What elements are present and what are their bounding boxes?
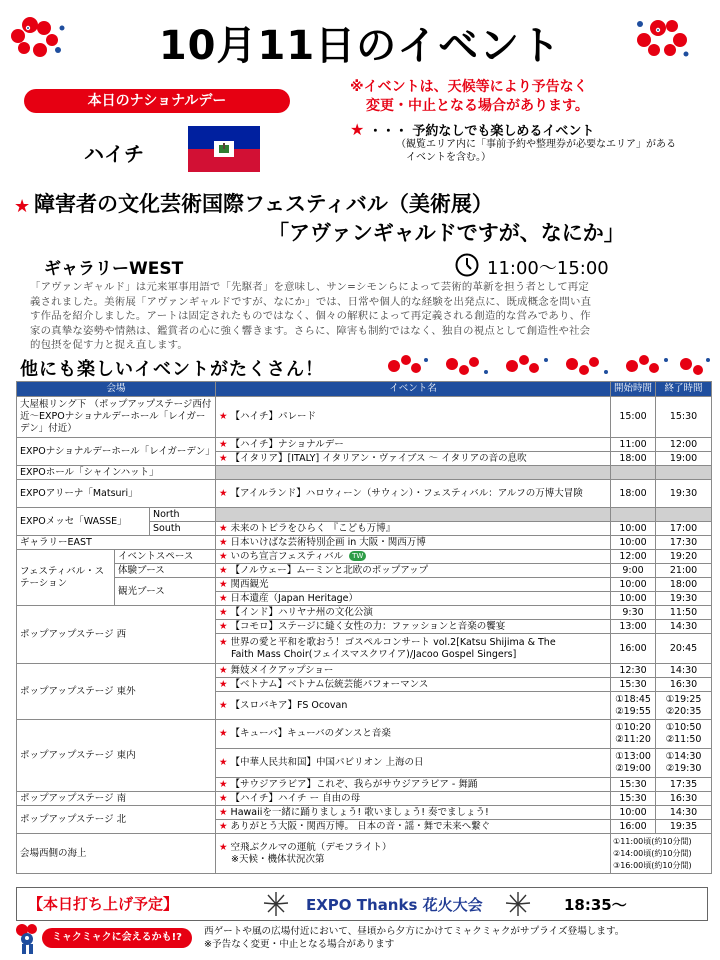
header-start: 開始時間 — [611, 382, 656, 397]
start-cell: 10:00 — [611, 536, 656, 550]
national-day-country: ハイチ — [84, 142, 144, 166]
venue-cell: 大屋根リング下 （ポップアップステージ西付近〜EXPOナショナルデーホール「レイガーデン」付近） — [17, 397, 216, 438]
clock-icon — [455, 253, 479, 277]
star-icon: ★ — [219, 792, 228, 804]
star-icon: ★ — [219, 578, 228, 590]
star-icon: ★ — [219, 550, 228, 562]
table-row — [17, 397, 712, 438]
start-cell: 11:00 — [611, 438, 656, 452]
time-cell: ①11:00頃(約10分間) ②14:00頃(約10分間) ③16:00頃(約10分間) — [611, 834, 712, 874]
end-cell: 19:30 — [656, 480, 712, 508]
end-cell: 14:30 — [656, 806, 712, 820]
event-cell: ★ 舞妓メイクアップショー — [216, 664, 611, 678]
event-cell: ★ 日本いけばな芸術特別企画 in 大阪・関西万博 — [216, 536, 611, 550]
start-cell: 10:00 — [611, 592, 656, 606]
start-cell: ①10:20 ②11:20 — [611, 720, 656, 749]
star-icon: ★ — [219, 438, 228, 450]
venue-cell: ポップアップステージ 東内 — [17, 720, 216, 792]
event-cell: ★ 【キューバ】キューバのダンスと音楽 — [216, 720, 611, 749]
feature-subtitle: 「アヴァンギャルドですが、なにか」 — [268, 221, 625, 245]
star-icon: ★ — [219, 592, 228, 604]
start-cell: ①13:00 ②19:00 — [611, 749, 656, 778]
event-cell: ★ 【サウジアラビア】これぞ、我らがサウジアラビア - 舞踊 — [216, 778, 611, 792]
fireworks-name: EXPO Thanks 花火大会 — [306, 896, 483, 914]
myaku-myaku-disclaimer: ※予告なく変更・中止となる場合があります — [204, 939, 395, 950]
venue-cell: ギャラリーEAST — [17, 536, 216, 550]
table-row — [17, 508, 712, 522]
end-cell: 17:00 — [656, 522, 712, 536]
start-cell: 15:00 — [611, 397, 656, 438]
table-row — [17, 834, 712, 874]
fireworks-time: 18:35〜 — [564, 896, 627, 914]
event-cell: ★ 【ノルウェー】ムーミンと北欧のポップアップ — [216, 564, 611, 578]
end-cell: 16:30 — [656, 678, 712, 692]
star-icon: ★ — [219, 411, 228, 422]
star-icon: ★ — [219, 636, 228, 648]
star-icon: ★ — [219, 678, 228, 690]
tw-badge: TW — [349, 551, 366, 561]
table-row — [17, 720, 712, 749]
venue-cell: ポップアップステージ 西 — [17, 606, 216, 664]
more-events-title: 他にも楽しいイベントがたくさん！ — [20, 359, 324, 380]
fireworks-icon — [504, 890, 532, 918]
start-cell: 15:30 — [611, 778, 656, 792]
star-icon: ★ — [219, 664, 228, 676]
myaku-myaku-note: 西ゲートや風の広場付近において、昼頃から夕方にかけてミャクミャクがサプライズ登場します。 — [204, 926, 625, 937]
star-icon: ★ — [219, 699, 228, 711]
star-icon: ★ — [14, 196, 31, 217]
end-cell: 14:30 — [656, 620, 712, 634]
end-cell: ①14:30 ②19:30 — [656, 749, 712, 778]
end-cell: 16:30 — [656, 792, 712, 806]
start-cell: 9:30 — [611, 606, 656, 620]
subvenue-cell: イベントスペース — [115, 550, 216, 564]
venue-cell: EXPOナショナルデーホール「レイガーデン」 — [17, 438, 216, 466]
venue-cell: 会場西側の海上 — [17, 834, 216, 874]
header-end: 終了時間 — [656, 382, 712, 397]
event-cell — [216, 466, 611, 480]
expo-logo-right-icon — [634, 16, 692, 60]
end-cell — [656, 466, 712, 480]
myaku-myaku-icon — [12, 922, 42, 956]
event-cell: ★ 【インド】ハリヤナ州の文化公演 — [216, 606, 611, 620]
star-icon: ★ — [219, 522, 228, 534]
feature-venue: ギャラリーWEST — [44, 259, 184, 279]
end-cell: 19:20 — [656, 550, 712, 564]
feature-description: 「アヴァンギャルド」は元来軍事用語で「先駆者」を意味し、サン=シモンらによって芸術的革新を担う者として再定 義されました。美術展「アヴァンギャルドですが、なにか」では、日常や個人的な経験を出発点に、既成概念を問い直 す作品を紹介しました。アートは固定されたものではなく、個々の解釈によって再定義される創造的な営みであり、作 家の真摯な姿勢や情熱は、鑑賞者の心に強く響きます。さらに、障害も制約ではなく、独自の視点として創造性や社会 的包摂を促す力と捉え直します。 — [30, 281, 592, 352]
event-cell: ★ 未来のトビラをひらく 『こども万博』 — [216, 522, 611, 536]
event-cell: ★ 【ベトナム】ベトナム伝統芸能パフォーマンス — [216, 678, 611, 692]
event-cell — [216, 508, 611, 522]
venue-cell: フェスティバル・ステーション — [17, 550, 115, 606]
fireworks-icon — [262, 890, 290, 918]
event-cell: ★ 【アイルランド】ハロウィーン（サウィン）・フェスティバル：アルフの万博大冒険 — [216, 480, 611, 508]
star-icon: ★ — [219, 820, 228, 832]
event-cell: ★ 【ハイチ】ハイチ ー 自由の母 — [216, 792, 611, 806]
event-cell: ★ 日本遺産（Japan Heritage） — [216, 592, 611, 606]
star-icon: ★ — [219, 452, 228, 464]
event-cell: ★ 世界の愛と平和を歌おう！ゴスペルコンサート vol.2[Katsu Shijima & The Faith Mass Choir(フェイスマスクワイア)/Jacoo Gospel Singers] — [216, 634, 611, 664]
star-legend-note: （観覧エリア内に「事前予約や整理券が必要なエリア」がある イベントを含む。） — [396, 139, 676, 163]
event-cell: ★ ありがとう大阪・関西万博。 日本の音・謡・舞で未来へ繋ぐ — [216, 820, 611, 834]
start-cell: 15:30 — [611, 792, 656, 806]
start-cell: ①18:45 ②19:55 — [611, 692, 656, 720]
subvenue-cell: North — [150, 508, 216, 522]
start-cell: 10:00 — [611, 578, 656, 592]
end-cell: 12:00 — [656, 438, 712, 452]
feature-time: 11:00〜15:00 — [487, 258, 609, 279]
end-cell: 15:30 — [656, 397, 712, 438]
start-cell — [611, 466, 656, 480]
venue-cell: EXPOホール「シャインハット」 — [17, 466, 216, 480]
event-cell: ★ 【スロバキア】FS Ocovan — [216, 692, 611, 720]
start-cell: 12:00 — [611, 550, 656, 564]
end-cell: 19:00 — [656, 452, 712, 466]
end-cell: 19:35 — [656, 820, 712, 834]
star-icon: ★ — [219, 806, 228, 818]
star-icon: ★ — [219, 487, 228, 499]
subvenue-cell: 体験ブース — [115, 564, 216, 578]
end-cell: 20:45 — [656, 634, 712, 664]
event-cell: ★ 【ハイチ】パレード — [216, 397, 611, 438]
start-cell: 18:00 — [611, 480, 656, 508]
event-cell: ★ いのち宣言フェスティバル TW — [216, 550, 611, 564]
star-legend: ★ ・・・ 予約なしでも楽しめるイベント — [350, 120, 595, 139]
star-icon: ★ — [219, 778, 228, 790]
start-cell: 13:00 — [611, 620, 656, 634]
star-icon: ★ — [219, 620, 228, 632]
event-cell: ★ Hawaiiを一緒に踊りましょう! 歌いましょう! 奏でましょう! — [216, 806, 611, 820]
venue-cell: ポップアップステージ 南 — [17, 792, 216, 806]
start-cell — [611, 508, 656, 522]
table-row — [17, 792, 712, 806]
event-cell: ★ 空飛ぶクルマの運航（デモフライト） ※天候・機体状況次第 — [216, 834, 611, 874]
end-cell: 17:30 — [656, 536, 712, 550]
end-cell: 11:50 — [656, 606, 712, 620]
expo-pattern-icon — [382, 352, 712, 380]
table-row — [17, 438, 712, 452]
event-cell: ★ 【ハイチ】ナショナルデー — [216, 438, 611, 452]
table-row — [17, 606, 712, 620]
start-cell: 16:00 — [611, 634, 656, 664]
table-header-row — [17, 382, 712, 397]
start-cell: 12:30 — [611, 664, 656, 678]
start-cell: 18:00 — [611, 452, 656, 466]
myaku-myaku-label: ミャクミャクに会えるかも!? — [42, 928, 192, 948]
table-row — [17, 480, 712, 508]
end-cell — [656, 508, 712, 522]
start-cell: 10:00 — [611, 522, 656, 536]
star-icon: ★ — [219, 536, 228, 548]
event-cell: ★ 関西観光 — [216, 578, 611, 592]
star-icon: ★ — [219, 564, 228, 576]
table-row — [17, 806, 712, 820]
venue-cell: ポップアップステージ 東外 — [17, 664, 216, 720]
header-event: イベント名 — [216, 382, 611, 397]
end-cell: 17:35 — [656, 778, 712, 792]
table-row — [17, 664, 712, 678]
end-cell: 19:30 — [656, 592, 712, 606]
table-row — [17, 536, 712, 550]
subvenue-cell: 観光ブース — [115, 578, 216, 606]
end-cell: 18:00 — [656, 578, 712, 592]
start-cell: 15:30 — [611, 678, 656, 692]
event-cell: ★ 【コモロ】ステージに縫く女性の力：ファッションと音楽の饗宴 — [216, 620, 611, 634]
venue-cell: EXPOアリーナ「Matsuri」 — [17, 480, 216, 508]
national-day-label: 本日のナショナルデー — [24, 89, 290, 113]
table-row — [17, 578, 712, 592]
star-icon: ★ — [219, 757, 228, 768]
star-icon: ★ — [219, 606, 228, 618]
end-cell: ①10:50 ②11:50 — [656, 720, 712, 749]
subvenue-cell: South — [150, 522, 216, 536]
header-venue: 会場 — [17, 382, 216, 397]
page-title: 10月11日のイベント — [158, 23, 562, 69]
star-icon: ★ — [219, 728, 228, 739]
table-row — [17, 550, 712, 564]
start-cell: 16:00 — [611, 820, 656, 834]
event-cell: ★ 【イタリア】[ITALY] イタリアン・ヴァイブス 〜 イタリアの音の息吹 — [216, 452, 611, 466]
venue-cell: ポップアップステージ 北 — [17, 806, 216, 834]
fireworks-label: 【本日打ち上げ予定】 — [28, 895, 179, 913]
weather-notice: ※イベントは、天候等により予告なく 変更・中止となる場合があります。 — [350, 79, 589, 114]
end-cell: ①19:25 ②20:35 — [656, 692, 712, 720]
start-cell: 10:00 — [611, 806, 656, 820]
end-cell: 14:30 — [656, 664, 712, 678]
haiti-flag-icon — [188, 126, 260, 172]
event-cell: ★ 【中華人民共和国】中国パビリオン 上海の日 — [216, 749, 611, 778]
feature-title: 障害者の文化芸術国際フェスティバル（美術展） — [34, 192, 493, 216]
events-table — [16, 381, 712, 874]
end-cell: 21:00 — [656, 564, 712, 578]
venue-cell: EXPOメッセ「WASSE」 — [17, 508, 150, 536]
table-row — [17, 564, 712, 578]
start-cell: 9:00 — [611, 564, 656, 578]
star-icon: ★ — [350, 120, 365, 139]
table-row — [17, 466, 712, 480]
star-icon: ★ — [219, 841, 228, 853]
